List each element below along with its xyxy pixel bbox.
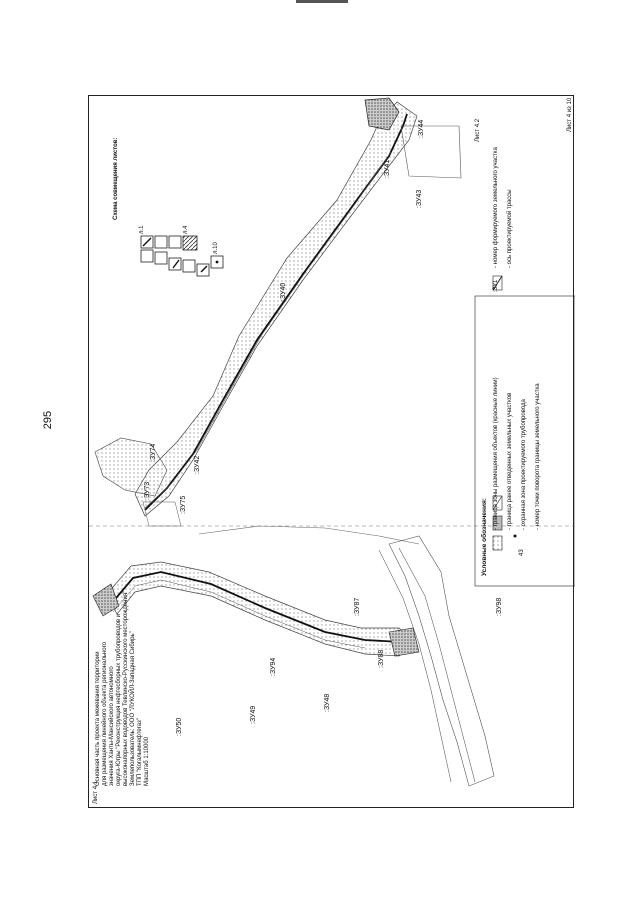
plot-label-94: :ЗУ94 bbox=[270, 657, 277, 676]
sheet-4-2-route bbox=[95, 98, 461, 526]
legend-item: - граница ранее отведенных земельных участков bbox=[507, 392, 513, 530]
parallel-roads bbox=[389, 536, 494, 786]
sheet-scheme bbox=[139, 225, 223, 276]
map-frame bbox=[88, 95, 574, 808]
legend-item: - номер точки поворота границы земельного участка bbox=[535, 383, 541, 530]
title-line: округа-Югры "Реконструкция нефтесборных трубопроводов и bbox=[116, 613, 122, 786]
corridor-zone-upper bbox=[135, 102, 417, 516]
route-map bbox=[89, 96, 575, 809]
top-edge-mark bbox=[296, 0, 348, 3]
scheme-sheet-4: л.4 bbox=[183, 225, 189, 234]
legend-item: - граница зоны размещения объектов (красные линии) bbox=[493, 377, 499, 530]
title-line: ТПП "Когалымнефтегаз" bbox=[137, 718, 143, 786]
plot-label-49: :ЗУ49 bbox=[250, 705, 257, 724]
plot-label-74: :ЗУ74 bbox=[150, 443, 157, 462]
plot-label-87: :ЗУ87 bbox=[354, 597, 361, 616]
sheet-label-left: Лист 4.1 bbox=[93, 780, 99, 804]
scheme-sheet-1: л.1 bbox=[139, 225, 145, 234]
scheme-sheet-10: л.10 bbox=[213, 242, 219, 254]
title-line: высоконапорных водоводов Тевлинско-Русскинского месторождения" bbox=[123, 590, 129, 786]
road-lower bbox=[199, 526, 419, 544]
title-line: Масштаб 1:10000 bbox=[144, 736, 150, 786]
title-line: значения Ханты-Мансийского автономного bbox=[109, 666, 115, 786]
plot-label-42: :ЗУ42 bbox=[194, 455, 201, 474]
title-line: для размещения линейного объекта регионального bbox=[102, 642, 108, 786]
plot-label-43: :ЗУ43 bbox=[416, 189, 423, 208]
scheme-title: Схема совмещения листов: bbox=[113, 137, 119, 220]
legend-point-example: 43 bbox=[519, 549, 525, 556]
plot-label-40: :ЗУ40 bbox=[280, 282, 287, 301]
plot-label-41: :ЗУ41 bbox=[384, 159, 391, 178]
title-block bbox=[95, 591, 151, 786]
sheet-label-right: Лист 4.2 bbox=[475, 118, 481, 142]
title-line: Основная часть проекта межевания территории bbox=[95, 651, 101, 786]
plot-label-73: :ЗУ73 bbox=[144, 481, 151, 500]
plot-label-50: :ЗУ50 bbox=[176, 717, 183, 736]
plot-label-48: :ЗУ48 bbox=[324, 693, 331, 712]
sheet-4-1-route bbox=[93, 526, 503, 786]
plot-label-44: :ЗУ44 bbox=[418, 119, 425, 138]
legend-item: - охранная зона проектируемого трубопровода bbox=[521, 399, 527, 530]
legend-title: Условные обозначения: bbox=[481, 498, 488, 576]
page-number: 295 bbox=[42, 410, 54, 430]
corridor-zone-lower bbox=[107, 562, 413, 656]
sheet-count: Лист 4 из 10 bbox=[567, 97, 573, 132]
plot-label-98: :ЗУ98 bbox=[496, 597, 503, 616]
plot-label-88: :ЗУ88 bbox=[378, 649, 385, 668]
legend-plot-example: :ЗУ1 bbox=[493, 279, 499, 292]
title-line: Землепользователь: ООО "ЛУКОЙЛ-Западная Сибирь" bbox=[130, 631, 136, 786]
legend-item: - ось проектируемой трассы bbox=[507, 189, 513, 268]
legend-item: - номер формируемого земельного участка bbox=[493, 147, 499, 268]
plot-label-75: :ЗУ75 bbox=[180, 495, 187, 514]
